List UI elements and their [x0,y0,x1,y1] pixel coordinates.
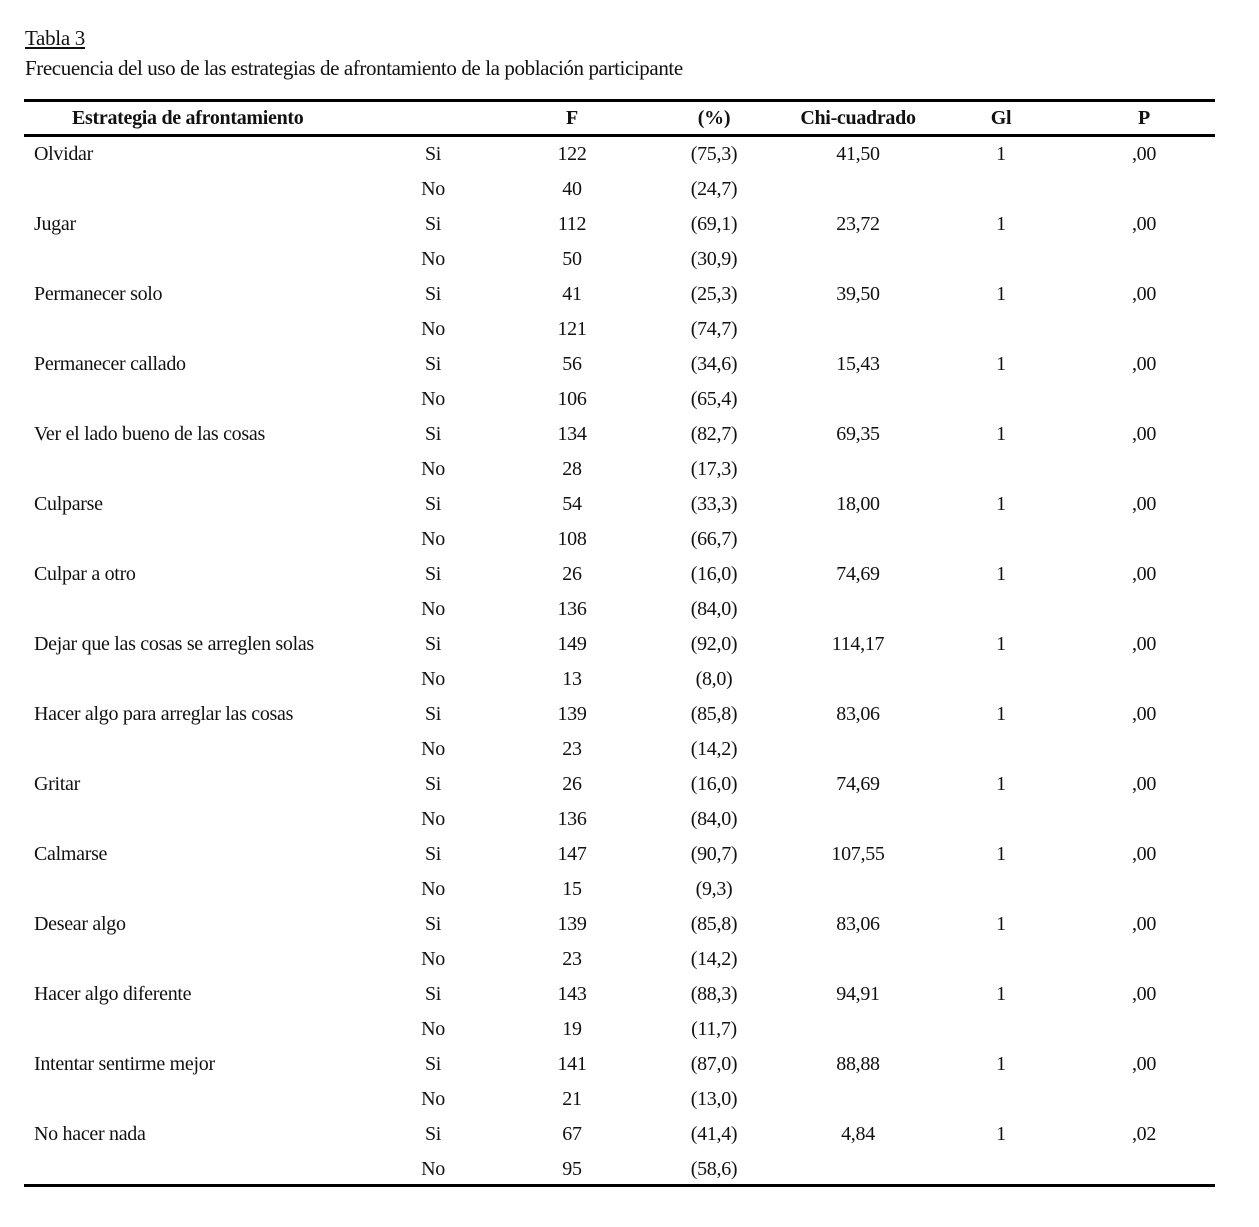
frequency-value: 136 [557,808,587,830]
p-value: ,00 [1131,913,1157,935]
frequency-value: 56 [562,353,582,375]
frequency-value: 141 [557,1053,587,1075]
frequency-value: 23 [562,738,582,760]
percent-value: (24,7) [690,178,738,200]
frequency-value: 19 [562,1018,582,1040]
frequency-value: 26 [562,563,582,585]
response-label: No [421,388,445,410]
table-row-no [24,382,1215,417]
chi-square-value: 83,06 [836,703,880,725]
table-row-no [24,662,1215,697]
strategy-name: Intentar sentirme mejor [34,1053,215,1075]
percent-value: (8,0) [695,668,733,690]
strategy-name: Culpar a otro [34,563,136,585]
chi-square-value: 39,50 [836,283,880,305]
gl-value: 1 [996,703,1006,725]
response-label: No [421,248,445,270]
gl-value: 1 [996,633,1006,655]
frequency-value: 40 [562,178,582,200]
frequency-value: 28 [562,458,582,480]
percent-value: (84,0) [690,598,738,620]
gl-value: 1 [996,353,1006,375]
table-row-no [24,172,1215,207]
gl-value: 1 [996,1053,1006,1075]
p-value: ,00 [1131,1053,1157,1075]
table-row-no [24,732,1215,767]
response-label: Si [424,913,442,935]
strategy-name: Jugar [34,213,76,235]
p-value: ,00 [1131,843,1157,865]
frequency-value: 108 [557,528,587,550]
percent-value: (92,0) [690,633,738,655]
frequency-value: 21 [562,1088,582,1110]
table-row-no [24,802,1215,837]
percent-value: (16,0) [690,773,738,795]
percent-value: (14,2) [690,738,738,760]
percent-value: (30,9) [690,248,738,270]
strategy-name: Culparse [34,493,103,515]
percent-value: (74,7) [690,318,738,340]
table-row-no [24,942,1215,977]
percent-value: (58,6) [690,1158,738,1180]
response-label: Si [424,563,442,585]
table-row-si [24,417,1215,452]
p-value: ,00 [1131,423,1157,445]
frequency-value: 54 [562,493,582,515]
frequency-value: 41 [562,283,582,305]
header-gl: Gl [990,107,1012,129]
percent-value: (34,6) [690,353,738,375]
response-label: No [421,1018,445,1040]
response-label: Si [424,983,442,1005]
response-label: Si [424,143,442,165]
response-label: Si [424,843,442,865]
gl-value: 1 [996,283,1006,305]
percent-value: (82,7) [690,423,738,445]
table-row-no [24,1082,1215,1117]
response-label: Si [424,703,442,725]
frequency-value: 112 [557,213,587,235]
table-row-si [24,1117,1215,1152]
gl-value: 1 [996,1123,1006,1145]
frequency-value: 139 [557,913,587,935]
chi-square-value: 23,72 [836,213,880,235]
table-row-si [24,207,1215,242]
p-value: ,02 [1131,1123,1157,1145]
percent-value: (85,8) [690,913,738,935]
table-row-si [24,487,1215,522]
percent-value: (33,3) [690,493,738,515]
percent-value: (84,0) [690,808,738,830]
table-row-no [24,452,1215,487]
percent-value: (41,4) [690,1123,738,1145]
strategy-name: Desear algo [34,913,126,935]
chi-square-value: 18,00 [836,493,880,515]
table-row-si [24,907,1215,942]
table-row-no [24,312,1215,347]
frequency-value: 106 [557,388,587,410]
strategy-name: Olvidar [34,143,93,165]
chi-square-value: 4,84 [841,1123,875,1145]
p-value: ,00 [1131,633,1157,655]
p-value: ,00 [1131,493,1157,515]
response-label: Si [424,213,442,235]
table-row-si [24,697,1215,732]
response-label: Si [424,283,442,305]
response-label: No [421,1088,445,1110]
response-label: No [421,178,445,200]
table-row-no [24,1012,1215,1047]
gl-value: 1 [996,143,1006,165]
response-label: No [421,1158,445,1180]
gl-value: 1 [996,983,1006,1005]
frequency-value: 149 [557,633,587,655]
chi-square-value: 114,17 [831,633,885,655]
response-label: No [421,458,445,480]
table-row-no [24,592,1215,627]
response-label: No [421,668,445,690]
frequency-value: 23 [562,948,582,970]
frequency-value: 139 [557,703,587,725]
chi-square-value: 69,35 [836,423,880,445]
table-row-no [24,242,1215,277]
table-row-si [24,1047,1215,1082]
response-label: Si [424,493,442,515]
frequency-value: 15 [562,878,582,900]
table-row-no [24,522,1215,557]
header-percent: (%) [697,107,731,129]
frequency-value: 67 [562,1123,582,1145]
table-row-si [24,557,1215,592]
response-label: No [421,528,445,550]
percent-value: (25,3) [690,283,738,305]
percent-value: (14,2) [690,948,738,970]
frequency-value: 121 [557,318,587,340]
gl-value: 1 [996,493,1006,515]
table-row-no [24,1152,1215,1187]
strategy-name: Permanecer solo [34,283,163,305]
chi-square-value: 83,06 [836,913,880,935]
chi-square-value: 94,91 [836,983,880,1005]
table-row-si [24,277,1215,312]
response-label: No [421,598,445,620]
table-header [24,102,1215,134]
table-row-si [24,627,1215,662]
frequency-value: 147 [557,843,587,865]
chi-square-value: 88,88 [836,1053,880,1075]
response-label: No [421,808,445,830]
gl-value: 1 [996,213,1006,235]
header-chi-square: Chi-cuadrado [800,107,916,129]
gl-value: 1 [996,563,1006,585]
percent-value: (65,4) [690,388,738,410]
bottom-rule [24,1184,1215,1187]
response-label: Si [424,773,442,795]
p-value: ,00 [1131,563,1157,585]
header-strategy: Estrategia de afrontamiento [72,107,304,129]
p-value: ,00 [1131,213,1157,235]
response-label: Si [424,1053,442,1075]
table-row-si [24,837,1215,872]
percent-value: (13,0) [690,1088,738,1110]
header-p: P [1138,107,1150,129]
table-row-si [24,767,1215,802]
percent-value: (90,7) [690,843,738,865]
response-label: No [421,948,445,970]
p-value: ,00 [1131,983,1157,1005]
response-label: Si [424,353,442,375]
frequency-value: 26 [562,773,582,795]
chi-square-value: 15,43 [836,353,880,375]
strategy-name: Calmarse [34,843,108,865]
p-value: ,00 [1131,773,1157,795]
chi-square-value: 41,50 [836,143,880,165]
gl-value: 1 [996,913,1006,935]
response-label: No [421,878,445,900]
gl-value: 1 [996,843,1006,865]
frequency-value: 136 [557,598,587,620]
response-label: No [421,318,445,340]
percent-value: (11,7) [691,1018,737,1040]
table-row-si [24,347,1215,382]
chi-square-value: 74,69 [836,563,880,585]
strategy-name: Permanecer callado [34,353,186,375]
gl-value: 1 [996,423,1006,445]
p-value: ,00 [1131,283,1157,305]
strategy-name: Hacer algo diferente [34,983,192,1005]
table-row-no [24,872,1215,907]
table-row-si [24,977,1215,1012]
percent-value: (69,1) [690,213,738,235]
chi-square-value: 107,55 [831,843,885,865]
strategy-name: Ver el lado bueno de las cosas [34,423,265,445]
response-label: Si [424,423,442,445]
table-title: Frecuencia del uso de las estrategias de afrontamiento de la población participante [25,56,683,80]
header-f: F [566,107,578,129]
percent-value: (88,3) [690,983,738,1005]
percent-value: (87,0) [690,1053,738,1075]
table-number: Tabla 3 [25,26,85,50]
frequency-value: 50 [562,248,582,270]
strategy-name: Hacer algo para arreglar las cosas [34,703,294,725]
gl-value: 1 [996,773,1006,795]
frequency-value: 134 [557,423,587,445]
strategy-name: Gritar [34,773,80,795]
frequency-value: 13 [562,668,582,690]
strategy-name: No hacer nada [34,1123,146,1145]
percent-value: (16,0) [690,563,738,585]
response-label: Si [424,633,442,655]
strategy-name: Dejar que las cosas se arreglen solas [34,633,314,655]
frequency-value: 95 [562,1158,582,1180]
table-row-si [24,137,1215,172]
frequency-value: 122 [557,143,587,165]
p-value: ,00 [1131,703,1157,725]
p-value: ,00 [1131,353,1157,375]
percent-value: (17,3) [690,458,738,480]
percent-value: (66,7) [690,528,738,550]
percent-value: (75,3) [690,143,738,165]
frequency-value: 143 [557,983,587,1005]
response-label: No [421,738,445,760]
percent-value: (9,3) [695,878,733,900]
percent-value: (85,8) [690,703,738,725]
chi-square-value: 74,69 [836,773,880,795]
p-value: ,00 [1131,143,1157,165]
response-label: Si [424,1123,442,1145]
